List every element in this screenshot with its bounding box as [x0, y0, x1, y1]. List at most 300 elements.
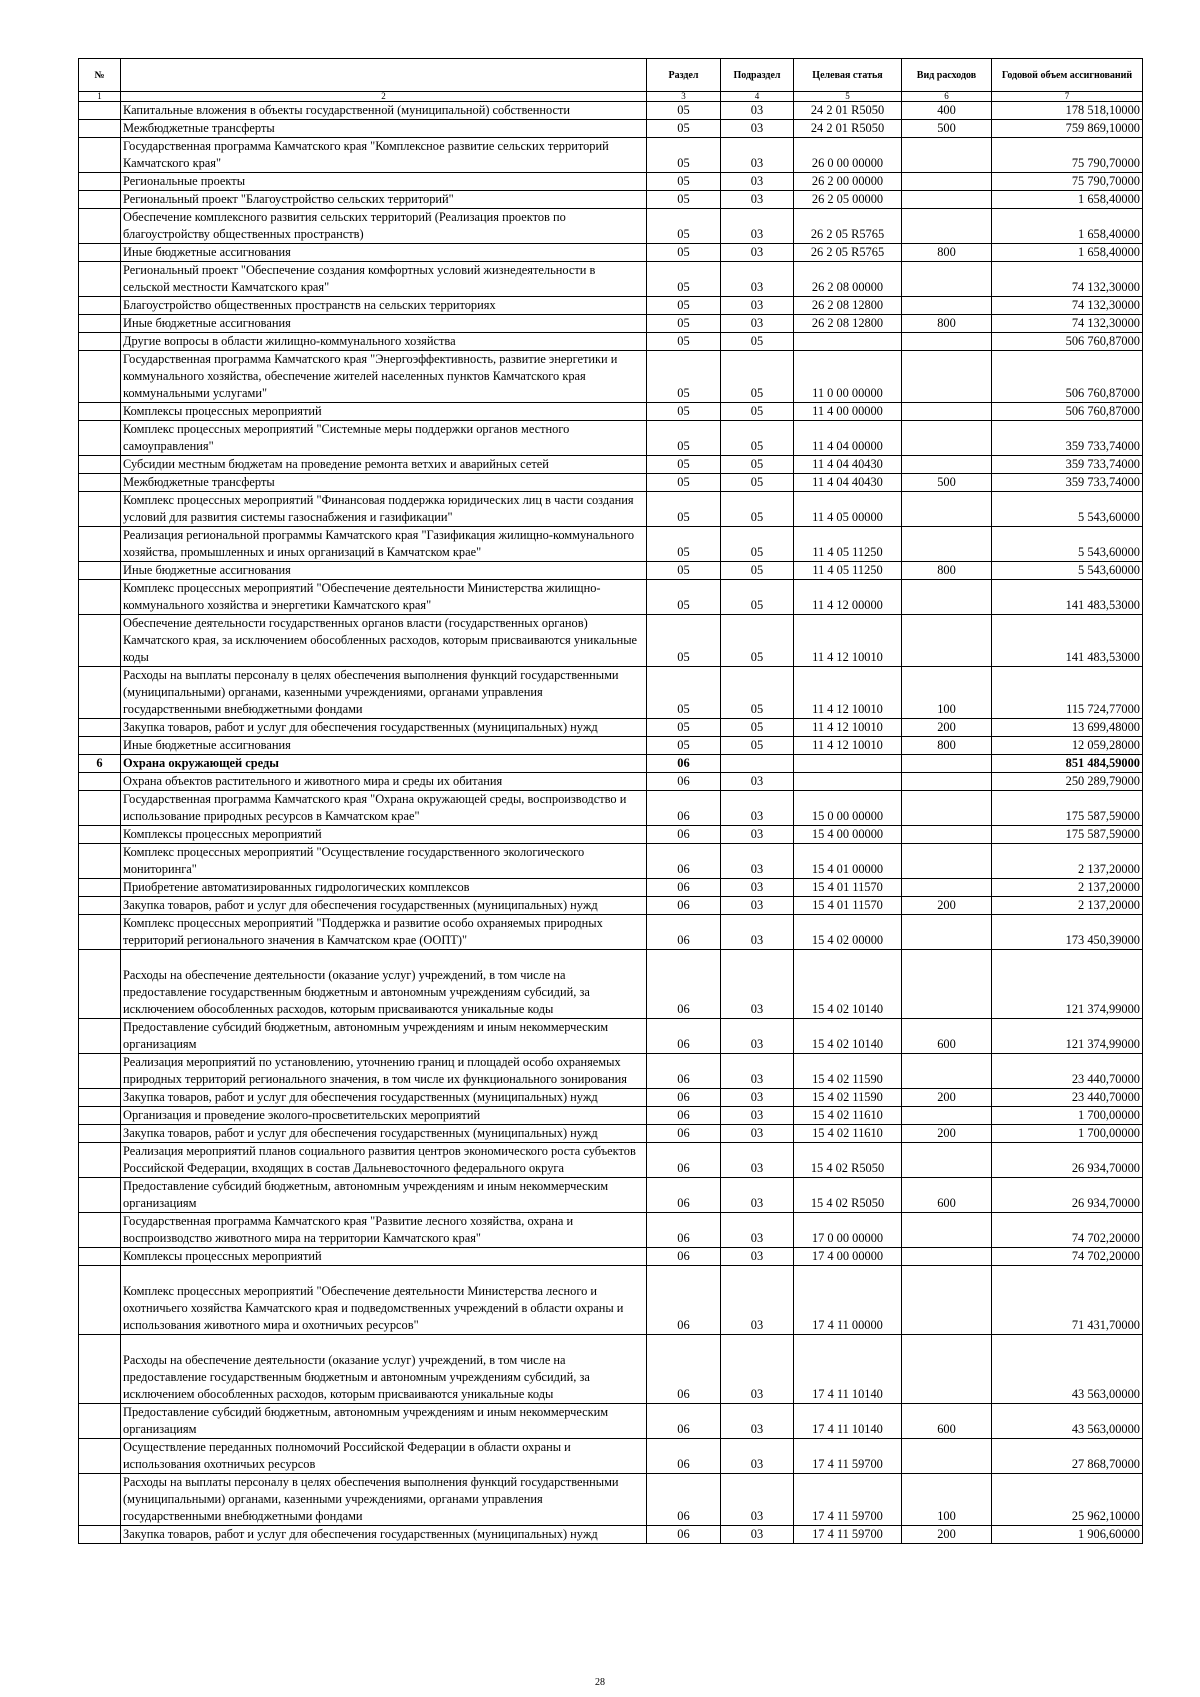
- row-amount: 2 137,20000: [992, 897, 1143, 915]
- table-header: [79, 59, 1143, 102]
- row-article: [794, 773, 902, 791]
- table-row: [79, 773, 1143, 791]
- row-subsection: 03: [721, 791, 794, 826]
- row-expense-type: 800: [902, 315, 992, 333]
- row-name: Иные бюджетные ассигнования: [121, 244, 647, 262]
- row-amount: 506 760,87000: [992, 403, 1143, 421]
- row-amount: 115 724,77000: [992, 667, 1143, 719]
- table-row: [79, 351, 1143, 403]
- row-section: 06: [647, 826, 721, 844]
- row-name: Иные бюджетные ассигнования: [121, 562, 647, 580]
- row-expense-type: [902, 191, 992, 209]
- row-article: 17 4 11 00000: [794, 1266, 902, 1335]
- row-number: [79, 244, 121, 262]
- row-expense-type: 600: [902, 1178, 992, 1213]
- row-subsection: 03: [721, 173, 794, 191]
- row-expense-type: [902, 297, 992, 315]
- row-amount: 359 733,74000: [992, 474, 1143, 492]
- row-amount: 74 132,30000: [992, 297, 1143, 315]
- row-article: 15 4 02 00000: [794, 915, 902, 950]
- table-row: [79, 102, 1143, 120]
- row-number: [79, 915, 121, 950]
- header-expense-type: Вид расходов: [902, 59, 992, 92]
- row-expense-type: [902, 421, 992, 456]
- table-row: [79, 667, 1143, 719]
- row-section: 05: [647, 421, 721, 456]
- row-section: 05: [647, 333, 721, 351]
- row-name: Комплексы процессных мероприятий: [121, 1248, 647, 1266]
- row-article: 15 4 02 11590: [794, 1089, 902, 1107]
- row-number: [79, 667, 121, 719]
- row-number: [79, 737, 121, 755]
- row-name: Региональный проект "Благоустройство сельских территорий": [121, 191, 647, 209]
- row-article: [794, 755, 902, 773]
- row-article: 24 2 01 R5050: [794, 102, 902, 120]
- row-amount: 851 484,59000: [992, 755, 1143, 773]
- row-article: 11 4 05 11250: [794, 562, 902, 580]
- column-number: 2: [121, 92, 647, 102]
- row-name: Закупка товаров, работ и услуг для обеспечения государственных (муниципальных) нужд: [121, 719, 647, 737]
- row-article: 15 0 00 00000: [794, 791, 902, 826]
- table-row: [79, 791, 1143, 826]
- row-subsection: 03: [721, 209, 794, 244]
- row-article: 15 4 00 00000: [794, 826, 902, 844]
- row-name: Комплекс процессных мероприятий "Осуществление государственного экологического мониторинга": [121, 844, 647, 879]
- row-section: 05: [647, 562, 721, 580]
- row-article: 11 4 12 10010: [794, 719, 902, 737]
- row-name: Благоустройство общественных пространств на сельских территориях: [121, 297, 647, 315]
- row-number: [79, 1178, 121, 1213]
- row-number: [79, 1266, 121, 1335]
- row-subsection: 03: [721, 1178, 794, 1213]
- row-subsection: 03: [721, 1054, 794, 1089]
- column-number: 5: [794, 92, 902, 102]
- table-row: [79, 244, 1143, 262]
- row-number: [79, 1125, 121, 1143]
- row-amount: 250 289,79000: [992, 773, 1143, 791]
- row-expense-type: [902, 138, 992, 173]
- table-row: [79, 897, 1143, 915]
- row-number: [79, 421, 121, 456]
- row-expense-type: [902, 492, 992, 527]
- row-section: 06: [647, 1404, 721, 1439]
- row-section: 06: [647, 1335, 721, 1404]
- row-subsection: 03: [721, 844, 794, 879]
- row-expense-type: [902, 615, 992, 667]
- row-section: 05: [647, 102, 721, 120]
- row-section: 06: [647, 950, 721, 1019]
- page-number: 28: [595, 1677, 605, 1688]
- row-article: [794, 333, 902, 351]
- row-number: [79, 120, 121, 138]
- header-num: №: [79, 59, 121, 92]
- row-name: Реализация мероприятий по установлению, уточнению границ и площадей особо охраняемых природных территорий регионального значения, в том числе их функционального зонирования: [121, 1054, 647, 1089]
- row-section: 05: [647, 492, 721, 527]
- row-subsection: 03: [721, 262, 794, 297]
- row-article: 17 4 11 59700: [794, 1474, 902, 1526]
- row-subsection: 05: [721, 719, 794, 737]
- row-subsection: 03: [721, 1248, 794, 1266]
- row-expense-type: [902, 333, 992, 351]
- budget-table: [78, 58, 1143, 1544]
- row-number: [79, 102, 121, 120]
- row-section: 06: [647, 1213, 721, 1248]
- row-article: 26 2 05 00000: [794, 191, 902, 209]
- row-number: [79, 492, 121, 527]
- row-number: [79, 1213, 121, 1248]
- row-section: 06: [647, 1143, 721, 1178]
- row-amount: 506 760,87000: [992, 333, 1143, 351]
- row-expense-type: 200: [902, 897, 992, 915]
- column-number-row: [79, 92, 1143, 102]
- row-article: 15 4 01 00000: [794, 844, 902, 879]
- row-article: 11 4 12 10010: [794, 615, 902, 667]
- row-expense-type: [902, 950, 992, 1019]
- row-article: 26 2 05 R5765: [794, 209, 902, 244]
- column-number: 4: [721, 92, 794, 102]
- row-name: Комплекс процессных мероприятий "Поддержка и развитие особо охраняемых природных территорий регионального значения в Камчатском крае (ООПТ)": [121, 915, 647, 950]
- row-subsection: 03: [721, 1125, 794, 1143]
- row-amount: 5 543,60000: [992, 527, 1143, 562]
- row-number: [79, 1019, 121, 1054]
- row-number: [79, 1248, 121, 1266]
- row-expense-type: [902, 915, 992, 950]
- table-row: [79, 456, 1143, 474]
- row-section: 05: [647, 120, 721, 138]
- row-subsection: 03: [721, 102, 794, 120]
- row-name: Расходы на обеспечение деятельности (оказание услуг) учреждений, в том числе на предоставление государственным бюджетным и автономным учреждениям субсидий, за исключением обособленных расходов, которым присваиваются уникальные коды: [121, 1335, 647, 1404]
- row-expense-type: [902, 826, 992, 844]
- row-number: [79, 773, 121, 791]
- row-expense-type: [902, 791, 992, 826]
- table-row: [79, 826, 1143, 844]
- row-name: Расходы на обеспечение деятельности (оказание услуг) учреждений, в том числе на предоставление государственным бюджетным и автономным учреждениям субсидий, за исключением обособленных расходов, которым присваиваются уникальные коды: [121, 950, 647, 1019]
- row-article: 15 4 02 10140: [794, 1019, 902, 1054]
- row-section: 06: [647, 897, 721, 915]
- row-name: Охрана окружающей среды: [121, 755, 647, 773]
- row-subsection: 03: [721, 315, 794, 333]
- table-row: [79, 915, 1143, 950]
- row-article: 11 4 12 10010: [794, 667, 902, 719]
- row-number: [79, 791, 121, 826]
- row-number: [79, 1089, 121, 1107]
- row-section: 05: [647, 615, 721, 667]
- table-row: [79, 1125, 1143, 1143]
- row-name: Закупка товаров, работ и услуг для обеспечения государственных (муниципальных) нужд: [121, 1089, 647, 1107]
- row-subsection: 05: [721, 403, 794, 421]
- row-amount: 25 962,10000: [992, 1474, 1143, 1526]
- row-expense-type: 200: [902, 1125, 992, 1143]
- row-article: 15 4 01 11570: [794, 897, 902, 915]
- table-row: [79, 1089, 1143, 1107]
- row-subsection: 03: [721, 297, 794, 315]
- row-article: 17 4 11 10140: [794, 1404, 902, 1439]
- table-row: [79, 1213, 1143, 1248]
- row-expense-type: 500: [902, 120, 992, 138]
- table-row: [79, 297, 1143, 315]
- row-subsection: 03: [721, 1107, 794, 1125]
- row-amount: 13 699,48000: [992, 719, 1143, 737]
- column-number: 1: [79, 92, 121, 102]
- row-number: [79, 879, 121, 897]
- row-number: [79, 1404, 121, 1439]
- row-expense-type: [902, 755, 992, 773]
- row-article: 15 4 02 11590: [794, 1054, 902, 1089]
- table-row: [79, 138, 1143, 173]
- row-name: Комплекс процессных мероприятий "Обеспечение деятельности Министерства лесного и охотничьего хозяйства Камчатского края и подведомственных учреждений в области охраны и использования животного мира и охотничьих ресурсов": [121, 1266, 647, 1335]
- row-amount: 121 374,99000: [992, 950, 1143, 1019]
- row-expense-type: [902, 879, 992, 897]
- row-subsection: [721, 755, 794, 773]
- row-article: 11 0 00 00000: [794, 351, 902, 403]
- row-name: Комплекс процессных мероприятий "Финансовая поддержка юридических лиц в части создания условий для развития системы газоснабжения и газификации": [121, 492, 647, 527]
- table-row: [79, 1335, 1143, 1404]
- row-name: Комплекс процессных мероприятий "Обеспечение деятельности Министерства жилищно-коммунального хозяйства и энергетики Камчатского края": [121, 580, 647, 615]
- row-article: 17 4 11 10140: [794, 1335, 902, 1404]
- row-subsection: 03: [721, 244, 794, 262]
- row-expense-type: [902, 1248, 992, 1266]
- row-expense-type: 100: [902, 667, 992, 719]
- row-expense-type: 600: [902, 1019, 992, 1054]
- row-amount: 1 658,40000: [992, 244, 1143, 262]
- row-section: 05: [647, 737, 721, 755]
- row-section: 05: [647, 456, 721, 474]
- row-subsection: 03: [721, 120, 794, 138]
- row-subsection: 03: [721, 1404, 794, 1439]
- table-row: [79, 403, 1143, 421]
- row-amount: 1 700,00000: [992, 1125, 1143, 1143]
- row-subsection: 03: [721, 879, 794, 897]
- row-subsection: 03: [721, 773, 794, 791]
- row-expense-type: [902, 1439, 992, 1474]
- row-amount: 359 733,74000: [992, 456, 1143, 474]
- row-section: 06: [647, 1266, 721, 1335]
- table-row: [79, 879, 1143, 897]
- row-expense-type: [902, 1143, 992, 1178]
- row-amount: 141 483,53000: [992, 580, 1143, 615]
- row-name: Иные бюджетные ассигнования: [121, 737, 647, 755]
- row-section: 06: [647, 844, 721, 879]
- row-expense-type: [902, 773, 992, 791]
- row-expense-type: [902, 351, 992, 403]
- row-amount: 75 790,70000: [992, 173, 1143, 191]
- row-article: 26 2 08 12800: [794, 315, 902, 333]
- table-row: [79, 173, 1143, 191]
- table-row: [79, 950, 1143, 1019]
- row-number: [79, 1526, 121, 1544]
- row-name: Комплекс процессных мероприятий "Системные меры поддержки органов местного самоуправления": [121, 421, 647, 456]
- row-amount: 2 137,20000: [992, 879, 1143, 897]
- row-number: [79, 209, 121, 244]
- row-article: 11 4 05 11250: [794, 527, 902, 562]
- row-name: Предоставление субсидий бюджетным, автономным учреждениям и иным некоммерческим организациям: [121, 1019, 647, 1054]
- row-expense-type: [902, 456, 992, 474]
- table-row: [79, 1248, 1143, 1266]
- row-subsection: 05: [721, 562, 794, 580]
- row-section: 06: [647, 791, 721, 826]
- row-number: [79, 562, 121, 580]
- row-amount: 26 934,70000: [992, 1143, 1143, 1178]
- row-subsection: 05: [721, 667, 794, 719]
- row-subsection: 03: [721, 897, 794, 915]
- table-row: [79, 1019, 1143, 1054]
- row-section: 05: [647, 297, 721, 315]
- row-section: 06: [647, 1107, 721, 1125]
- row-subsection: 03: [721, 138, 794, 173]
- row-amount: 175 587,59000: [992, 791, 1143, 826]
- row-amount: 27 868,70000: [992, 1439, 1143, 1474]
- row-section: 06: [647, 879, 721, 897]
- row-number: [79, 474, 121, 492]
- row-amount: 359 733,74000: [992, 421, 1143, 456]
- row-name: Расходы на выплаты персоналу в целях обеспечения выполнения функций государственными (муниципальными) органами, казенными учреждениями, органами управления государственными внебюджетными фондами: [121, 1474, 647, 1526]
- row-subsection: 03: [721, 1474, 794, 1526]
- row-section: 06: [647, 1054, 721, 1089]
- row-number: [79, 1054, 121, 1089]
- row-number: [79, 403, 121, 421]
- row-name: Другие вопросы в области жилищно-коммунального хозяйства: [121, 333, 647, 351]
- row-amount: 178 518,10000: [992, 102, 1143, 120]
- row-section: 05: [647, 403, 721, 421]
- row-subsection: 05: [721, 737, 794, 755]
- row-subsection: 05: [721, 527, 794, 562]
- row-amount: 1 906,60000: [992, 1526, 1143, 1544]
- row-expense-type: [902, 403, 992, 421]
- row-name: Государственная программа Камчатского края "Комплексное развитие сельских территорий Камчатского края": [121, 138, 647, 173]
- row-article: 26 0 00 00000: [794, 138, 902, 173]
- row-section: 06: [647, 773, 721, 791]
- row-amount: 121 374,99000: [992, 1019, 1143, 1054]
- row-number: [79, 191, 121, 209]
- table-row: [79, 421, 1143, 456]
- row-amount: 5 543,60000: [992, 562, 1143, 580]
- row-section: 06: [647, 755, 721, 773]
- table-row: [79, 333, 1143, 351]
- row-amount: 5 543,60000: [992, 492, 1143, 527]
- column-number: 7: [992, 92, 1143, 102]
- row-article: 15 4 01 11570: [794, 879, 902, 897]
- row-amount: 74 702,20000: [992, 1213, 1143, 1248]
- row-number: [79, 456, 121, 474]
- column-number: 3: [647, 92, 721, 102]
- row-subsection: 05: [721, 474, 794, 492]
- row-article: 11 4 12 00000: [794, 580, 902, 615]
- row-section: 05: [647, 667, 721, 719]
- row-amount: 1 658,40000: [992, 209, 1143, 244]
- row-subsection: 03: [721, 1439, 794, 1474]
- row-expense-type: 500: [902, 474, 992, 492]
- row-section: 05: [647, 580, 721, 615]
- row-number: [79, 826, 121, 844]
- row-subsection: 03: [721, 1526, 794, 1544]
- row-subsection: 03: [721, 1089, 794, 1107]
- table-row: [79, 737, 1143, 755]
- row-name: Реализация региональной программы Камчатского края "Газификация жилищно-коммунального хозяйства, промышленных и иных организаций в Камчатском крае": [121, 527, 647, 562]
- column-number: 6: [902, 92, 992, 102]
- row-number: [79, 262, 121, 297]
- row-section: 06: [647, 1019, 721, 1054]
- row-article: 17 0 00 00000: [794, 1213, 902, 1248]
- row-subsection: 05: [721, 351, 794, 403]
- row-article: 15 4 02 R5050: [794, 1143, 902, 1178]
- row-section: 06: [647, 1089, 721, 1107]
- row-amount: 71 431,70000: [992, 1266, 1143, 1335]
- table-row: [79, 262, 1143, 297]
- table-row: [79, 1266, 1143, 1335]
- header-section: Раздел: [647, 59, 721, 92]
- row-article: 11 4 04 40430: [794, 456, 902, 474]
- row-expense-type: 600: [902, 1404, 992, 1439]
- row-name: Приобретение автоматизированных гидрологических комплексов: [121, 879, 647, 897]
- row-article: 15 4 02 11610: [794, 1125, 902, 1143]
- row-name: Предоставление субсидий бюджетным, автономным учреждениям и иным некоммерческим организациям: [121, 1178, 647, 1213]
- row-section: 05: [647, 244, 721, 262]
- row-subsection: 05: [721, 421, 794, 456]
- table-row: [79, 474, 1143, 492]
- row-name: Реализация мероприятий планов социального развития центров экономического роста субъектов Российской Федерации, входящих в состав Дальневосточного федерального округа: [121, 1143, 647, 1178]
- row-expense-type: [902, 1335, 992, 1404]
- row-article: 11 4 05 00000: [794, 492, 902, 527]
- row-number: [79, 297, 121, 315]
- row-amount: 23 440,70000: [992, 1054, 1143, 1089]
- row-name: Обеспечение деятельности государственных органов власти (государственных органов) Камчатского края, за исключением обособленных расходов, которым присваиваются уникальные коды: [121, 615, 647, 667]
- row-name: Организация и проведение эколого-просветительских мероприятий: [121, 1107, 647, 1125]
- row-name: Комплексы процессных мероприятий: [121, 826, 647, 844]
- row-section: 05: [647, 351, 721, 403]
- row-article: 11 4 04 40430: [794, 474, 902, 492]
- row-article: 15 4 02 10140: [794, 950, 902, 1019]
- row-number: [79, 351, 121, 403]
- row-article: 15 4 02 R5050: [794, 1178, 902, 1213]
- row-section: 05: [647, 527, 721, 562]
- row-amount: 759 869,10000: [992, 120, 1143, 138]
- header-name: [121, 59, 647, 92]
- row-amount: 74 132,30000: [992, 315, 1143, 333]
- table-row: [79, 492, 1143, 527]
- row-number: [79, 138, 121, 173]
- row-expense-type: 800: [902, 562, 992, 580]
- row-subsection: 05: [721, 456, 794, 474]
- row-name: Государственная программа Камчатского края "Развитие лесного хозяйства, охрана и воспроизводство животного мира на территории Камчатского края": [121, 1213, 647, 1248]
- row-section: 06: [647, 1526, 721, 1544]
- table-row: [79, 315, 1143, 333]
- row-amount: 506 760,87000: [992, 351, 1143, 403]
- row-number: [79, 897, 121, 915]
- row-name: Государственная программа Камчатского края "Энергоэффективность, развитие энергетики и коммунального хозяйства, обеспечение жителей населенных пунктов Камчатского края коммунальными услугами": [121, 351, 647, 403]
- row-number: [79, 1335, 121, 1404]
- row-section: 06: [647, 915, 721, 950]
- row-subsection: 03: [721, 1213, 794, 1248]
- row-subsection: 03: [721, 1019, 794, 1054]
- table-row: [79, 844, 1143, 879]
- row-expense-type: 200: [902, 719, 992, 737]
- row-expense-type: 400: [902, 102, 992, 120]
- row-expense-type: [902, 1266, 992, 1335]
- row-section: 05: [647, 474, 721, 492]
- table-row: [79, 1054, 1143, 1089]
- row-subsection: 05: [721, 333, 794, 351]
- row-subsection: 03: [721, 1335, 794, 1404]
- row-name: Субсидии местным бюджетам на проведение ремонта ветхих и аварийных сетей: [121, 456, 647, 474]
- row-expense-type: [902, 580, 992, 615]
- row-name: Расходы на выплаты персоналу в целях обеспечения выполнения функций государственными (муниципальными) органами, казенными учреждениями, органами управления государственными внебюджетными фондами: [121, 667, 647, 719]
- table-row: [79, 1107, 1143, 1125]
- row-name: Закупка товаров, работ и услуг для обеспечения государственных (муниципальных) нужд: [121, 1526, 647, 1544]
- row-number: [79, 719, 121, 737]
- row-expense-type: [902, 844, 992, 879]
- table-body: [79, 102, 1143, 1544]
- row-expense-type: 200: [902, 1089, 992, 1107]
